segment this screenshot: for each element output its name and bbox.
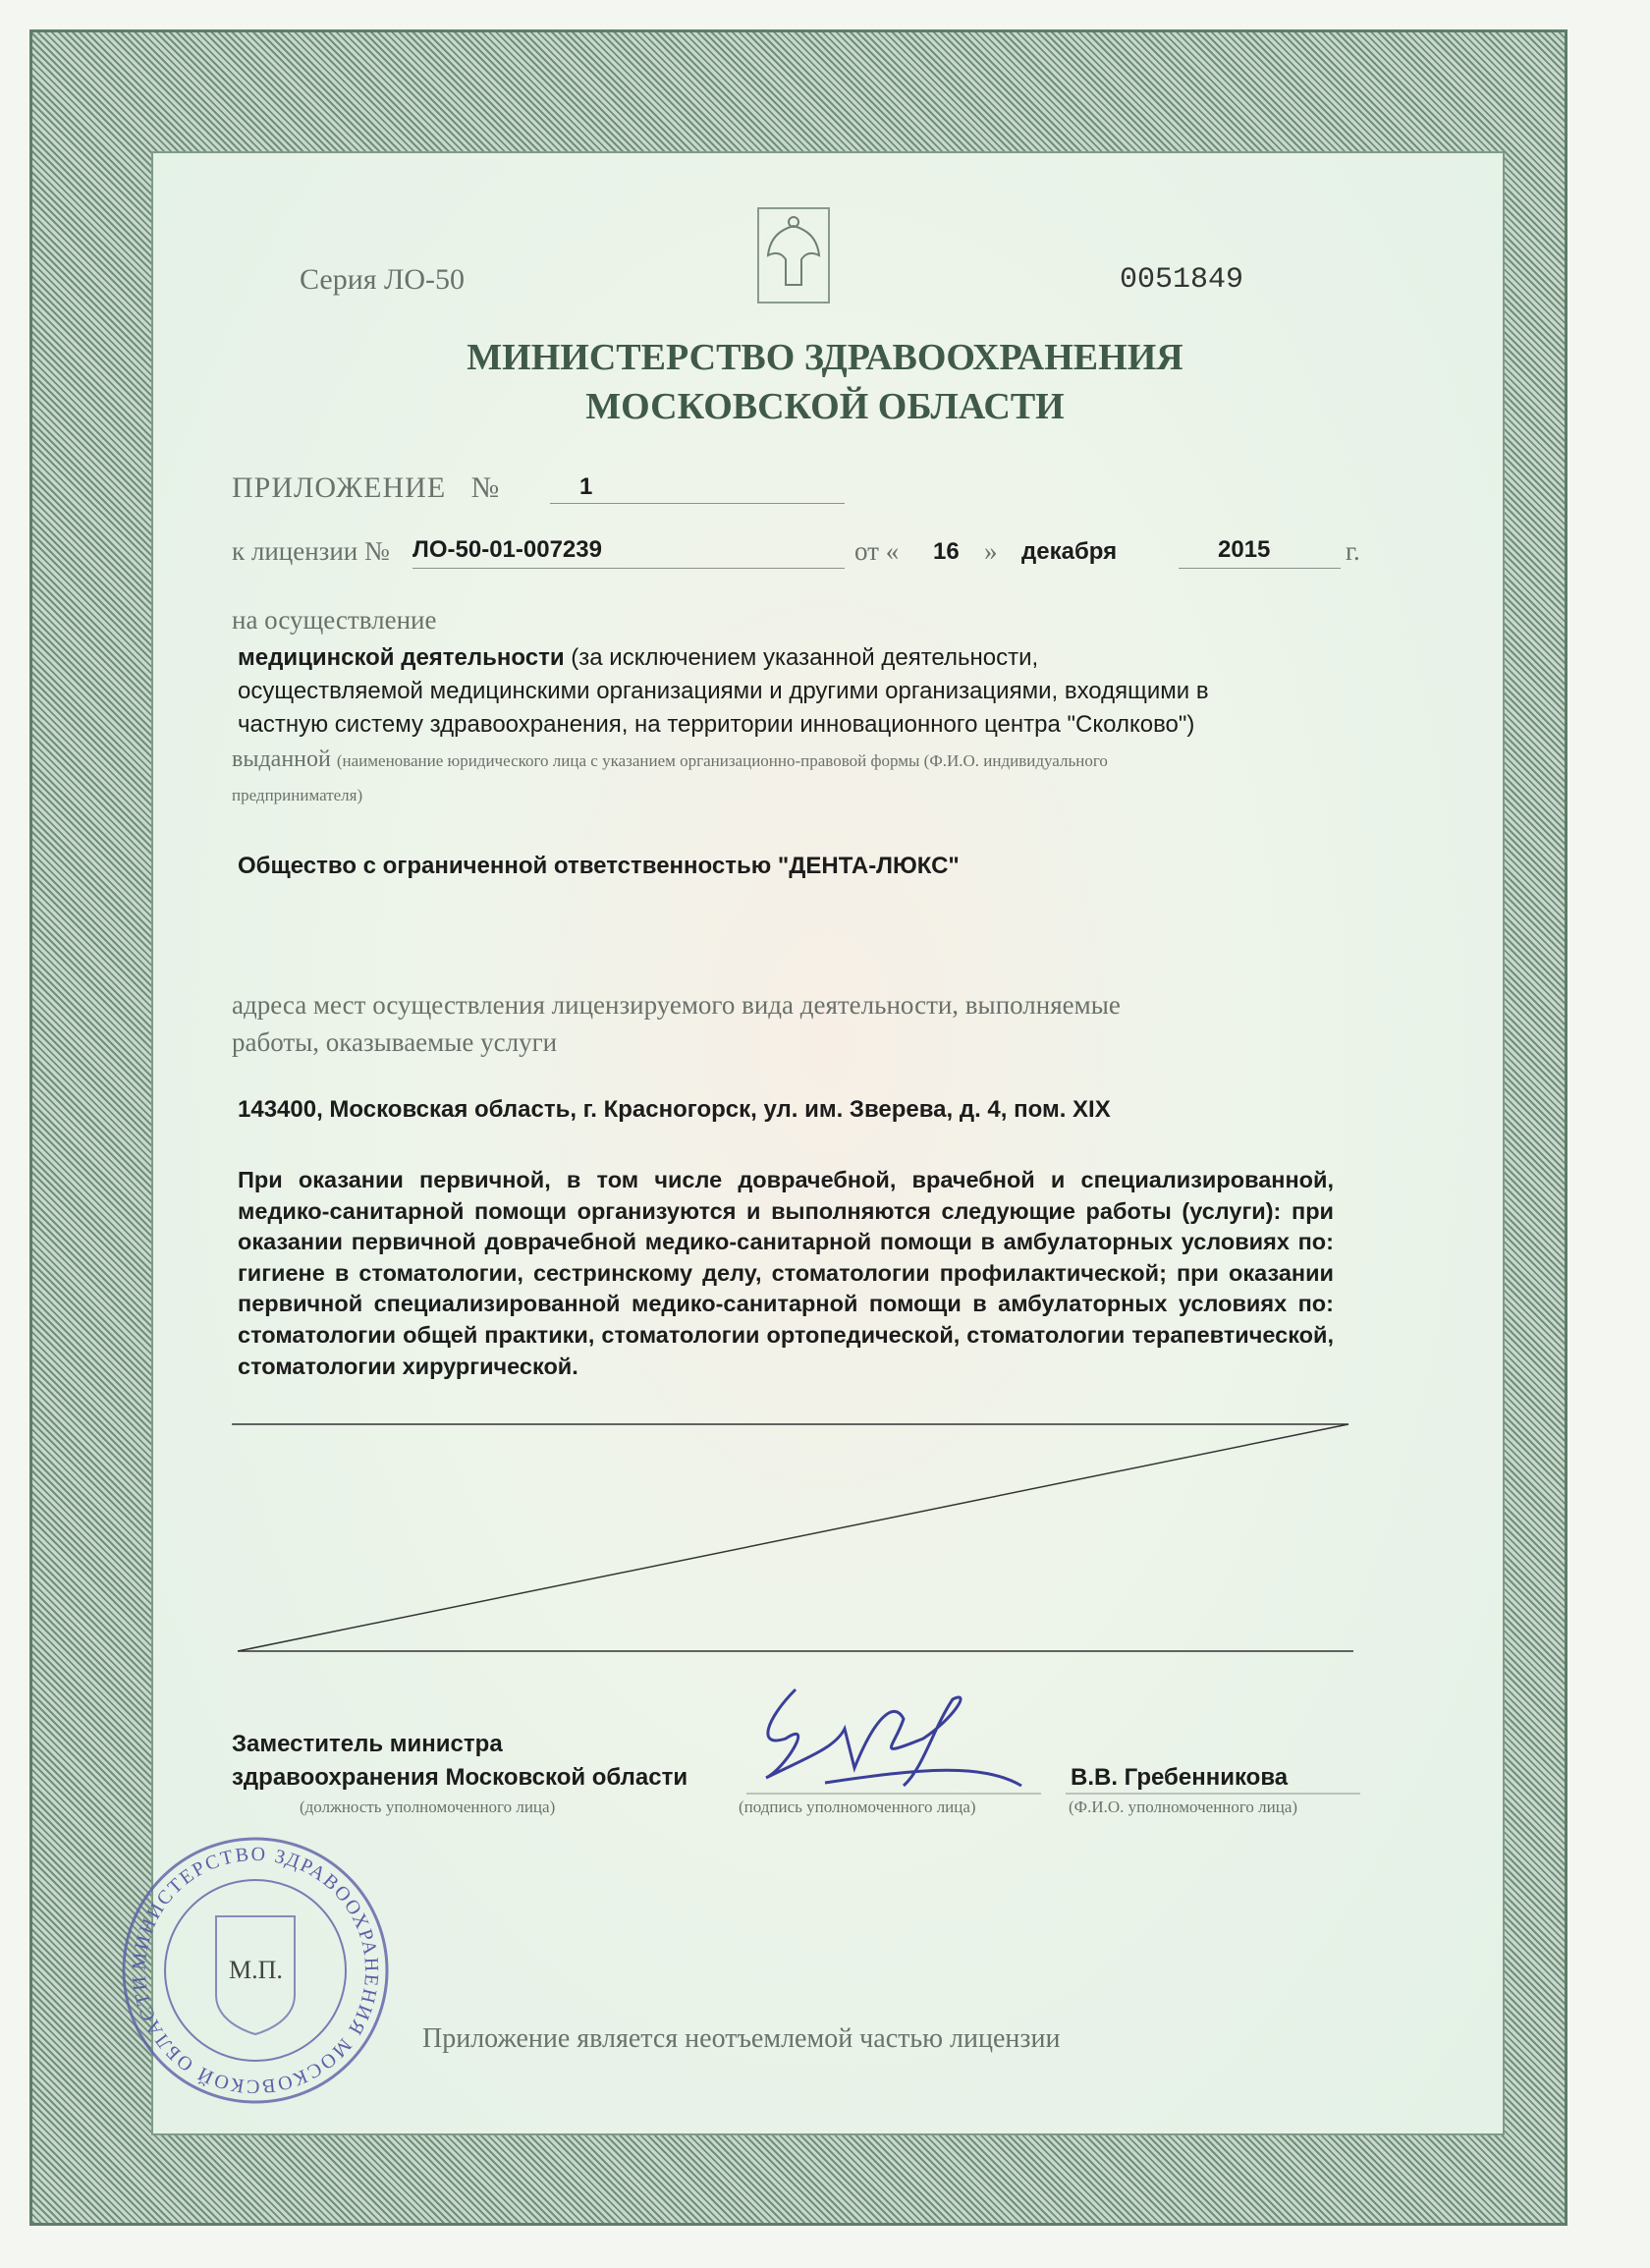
activity-bold: медицинской деятельности — [238, 644, 565, 671]
signer-position-line2: здравоохранения Московской области — [232, 1764, 688, 1791]
stamp-text: МИНИСТЕРСТВО ЗДРАВООХРАНЕНИЯ МОСКОВСКОЙ ОБЛАСТИ — [128, 1843, 383, 2098]
company-name: Общество с ограниченной ответственностью "ДЕНТА-ЛЮКС" — [238, 853, 960, 879]
ministry-title-line2: МОСКОВСКОЙ ОБЛАСТИ — [585, 386, 1065, 427]
footer-note: Приложение является неотъемлемой частью лицензии — [422, 2023, 1061, 2054]
license-number: ЛО-50-01-007239 — [412, 536, 602, 563]
address: 143400, Московская область, г. Красногорск, ул. им. Зверева, д. 4, пом. XIX — [238, 1096, 1111, 1123]
appendix-no-sign: № — [470, 471, 501, 504]
caption-position: (должность уполномоченного лица) — [300, 1798, 556, 1816]
activity-label: на осуществление — [232, 605, 437, 635]
caption-signature: (подпись уполномоченного лица) — [739, 1798, 976, 1816]
appendix-label: ПРИЛОЖЕНИЕ — [232, 471, 447, 504]
form-number: 0051849 — [1120, 263, 1244, 297]
license-from-label: от « — [854, 536, 900, 566]
ministry-title-line1: МИНИСТЕРСТВО ЗДРАВООХРАНЕНИЯ — [467, 337, 1183, 378]
services-text: При оказании первичной, в том числе доврачебной, врачебной и специализированной, медико-санитарной помощи организуются и выполняются следующие работы (услуги): при оказании первичной доврачебной медико-санитарной помощи в амбулаторных условиях по: гигиене в стоматологии, сестринскому делу, стоматологии профилактической; при оказании первичной специализированной медико-санитарной помощи в амбулаторных условиях по: стоматологии общей практики, стоматологии ортопедической, стоматологии терапевтической, стоматологии хирургической. — [238, 1167, 1334, 1379]
license-month: декабря — [1021, 538, 1118, 565]
handwritten-signature — [727, 1670, 1080, 1788]
license-day: 16 — [933, 538, 960, 565]
signer-position-line1: Заместитель министра — [232, 1731, 503, 1757]
issued-hint: (наименование юридического лица с указанием организационно-правовой формы (Ф.И.О. индивидуального — [336, 751, 1108, 770]
appendix-number: 1 — [579, 473, 593, 500]
caption-name: (Ф.И.О. уполномоченного лица) — [1069, 1798, 1298, 1816]
signer-name: В.В. Гребенникова — [1071, 1764, 1289, 1791]
license-year-suffix: г. — [1346, 536, 1360, 566]
activity-line2: осуществляемой медицинскими организациями и другими организациями, входящими в — [238, 678, 1209, 704]
issued-label: выданной — [232, 747, 331, 772]
license-year: 2015 — [1218, 536, 1271, 563]
activity-rest: (за исключением указанной деятельности, — [564, 644, 1039, 671]
series-label: Серия ЛО-50 — [300, 263, 466, 296]
activity-line3: частную систему здравоохранения, на территории инновационного центра "Сколково") — [238, 711, 1195, 738]
addresses-label-line2: работы, оказываемые услуги — [232, 1027, 558, 1057]
license-prefix: к лицензии № — [232, 536, 390, 566]
official-stamp — [118, 1833, 393, 2108]
addresses-label-line1: адреса мест осуществления лицензируемого вида деятельности, выполняемые — [232, 990, 1121, 1020]
license-day-close: » — [984, 536, 998, 566]
issued-hint-2: предпринимателя) — [232, 786, 363, 804]
stamp-mp: М.П. — [229, 1956, 283, 1984]
